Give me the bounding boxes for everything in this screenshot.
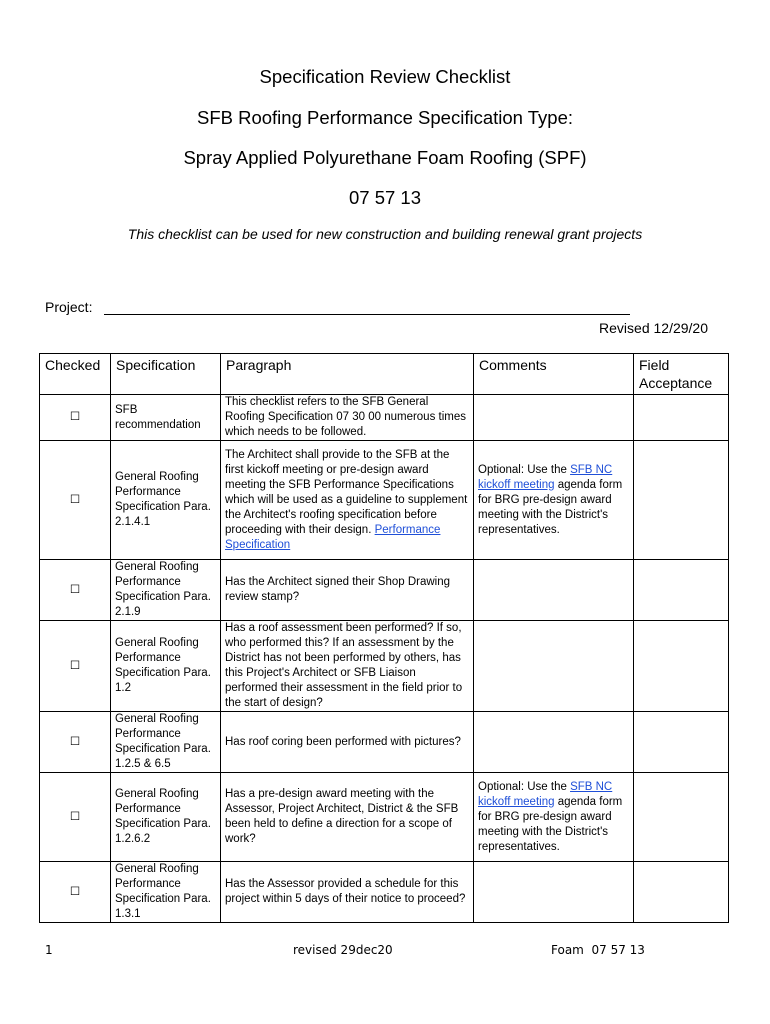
footer-revised: revised 29dec20	[293, 943, 393, 957]
spec-type-heading: SFB Roofing Performance Specification Type:	[196, 107, 574, 128]
document-title: Specification Review Checklist	[259, 66, 511, 87]
checkbox[interactable]: ☐	[40, 395, 111, 441]
paragraph-cell: Has a pre-design award meeting with the Assessor, Project Architect, District & the SFB been held to define a direction for a scope of work?	[221, 773, 474, 862]
field-acceptance-cell[interactable]	[634, 862, 729, 923]
field-acceptance-cell[interactable]	[634, 441, 729, 560]
sfb-kickoff-meeting-link[interactable]: SFB NC kickoff meeting	[478, 463, 613, 491]
checkbox[interactable]: ☐	[40, 441, 111, 560]
field-acceptance-cell[interactable]	[634, 712, 729, 773]
paragraph-cell: Has the Assessor provided a schedule for this project within 5 days of their notice to proceed?	[221, 862, 474, 923]
spec-cell: General Roofing Performance Specification Para. 1.2.5 & 6.5	[111, 712, 221, 773]
spec-cell: General Roofing Performance Specification Para. 1.2	[111, 621, 221, 712]
usage-note: This checklist can be used for new construction and building renewal grant projects	[127, 226, 643, 242]
table-row	[40, 712, 729, 773]
footer-page-number: 1	[45, 943, 53, 957]
project-label: Project:	[45, 299, 93, 315]
checkbox[interactable]: ☐	[40, 712, 111, 773]
table-row	[40, 862, 729, 923]
performance-specification-link[interactable]: Performance Specification	[225, 523, 441, 551]
comment-text: Optional: Use the	[478, 463, 571, 476]
checkbox[interactable]: ☐	[40, 773, 111, 862]
spec-cell: General Roofing Performance Specification Para. 2.1.9	[111, 560, 221, 621]
project-fill-line	[104, 314, 630, 315]
paragraph-cell: Has roof coring been performed with pictures?	[221, 712, 474, 773]
table-row	[40, 560, 729, 621]
field-acceptance-cell[interactable]	[634, 560, 729, 621]
paragraph-cell: Has the Architect signed their Shop Drawing review stamp?	[221, 560, 474, 621]
sfb-kickoff-meeting-link[interactable]: SFB NC kickoff meeting	[478, 780, 613, 808]
paragraph-cell: Has a roof assessment been performed? If so, who performed this? If an assessment by the District has not been performed by others, has this Project's Architect or SFB Liaison performed their assessment in the field prior to the start of design?	[221, 621, 474, 712]
table-row	[40, 441, 729, 560]
header-checked: Checked	[40, 354, 111, 395]
spec-cell: SFB recommendation	[111, 395, 221, 441]
spec-cell: General Roofing Performance Specification Para. 1.2.6.2	[111, 773, 221, 862]
header-field-acceptance: Field Acceptance	[634, 354, 729, 395]
comments-cell	[474, 773, 634, 862]
spec-name-heading: Spray Applied Polyurethane Foam Roofing (SPF)	[183, 147, 587, 168]
comments-cell	[474, 441, 634, 560]
paragraph-cell	[221, 441, 474, 560]
header-comments: Comments	[474, 354, 634, 395]
field-acceptance-cell[interactable]	[634, 621, 729, 712]
comment-text: agenda form for BRG pre-design award meeting with the District's representatives.	[478, 478, 623, 536]
comment-text: Optional: Use the	[478, 780, 571, 793]
field-acceptance-cell[interactable]	[634, 395, 729, 441]
spec-section-number: 07 57 13	[348, 187, 421, 208]
comments-cell	[474, 560, 634, 621]
revised-date: Revised 12/29/20	[599, 320, 708, 336]
spec-cell: General Roofing Performance Specification Para. 1.3.1	[111, 862, 221, 923]
table-row	[40, 773, 729, 862]
checkbox[interactable]: ☐	[40, 560, 111, 621]
comments-cell	[474, 712, 634, 773]
comments-cell	[474, 621, 634, 712]
comments-cell	[474, 862, 634, 923]
footer-section: Foam 07 57 13	[551, 943, 645, 957]
table-header-row	[40, 354, 729, 395]
checkbox[interactable]: ☐	[40, 862, 111, 923]
header-specification: Specification	[111, 354, 221, 395]
checklist-table	[39, 353, 729, 923]
table-row	[40, 621, 729, 712]
spec-cell: General Roofing Performance Specification Para. 2.1.4.1	[111, 441, 221, 560]
field-acceptance-cell[interactable]	[634, 773, 729, 862]
paragraph-cell: This checklist refers to the SFB General Roofing Specification 07 30 00 numerous times which needs to be followed.	[221, 395, 474, 441]
checkbox[interactable]: ☐	[40, 621, 111, 712]
comments-cell	[474, 395, 634, 441]
paragraph-text: The Architect shall provide to the SFB at the first kickoff meeting or pre-design award meeting the SFB Performance Specifications which will be used as a guideline to supplement the Architect's roofing specification before proceeding with their design.	[225, 448, 468, 536]
comment-text: agenda form for BRG pre-design award meeting with the District's representatives.	[478, 795, 623, 853]
header-paragraph: Paragraph	[221, 354, 474, 395]
table-row	[40, 395, 729, 441]
